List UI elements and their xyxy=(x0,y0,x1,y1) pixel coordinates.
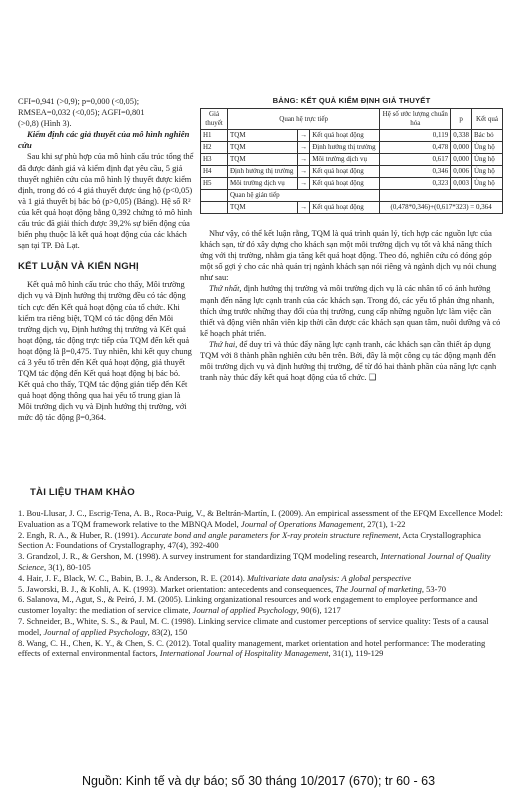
hypothesis-test-heading: Kiểm định các giả thuyết của mô hình nghiên cứu xyxy=(18,129,190,151)
arrow-right-icon: → xyxy=(297,178,309,190)
table-row-indirect-label xyxy=(201,190,503,202)
left-column xyxy=(18,96,194,424)
cell-coefficient: 0,346 xyxy=(380,166,451,178)
fit-indices-line-3: (>0,8) (Hình 3). xyxy=(18,119,72,129)
table-row-indirect xyxy=(201,202,503,214)
header-direct-relation: Quan hệ trực tiếp xyxy=(228,109,380,130)
reference-tail: , Acta Crystallographica Section A: Foundations of Crystallography, 47(4), 392-400 xyxy=(18,529,481,551)
cell-hypothesis: H2 xyxy=(201,142,228,154)
cell-to: Kết quả hoạt động xyxy=(310,178,380,190)
arrow-right-icon: → xyxy=(297,202,309,214)
reference-tail: , 3(1), 80-105 xyxy=(43,561,91,572)
cell-from: TQM xyxy=(228,130,298,142)
cell-hypothesis: H3 xyxy=(201,154,228,166)
cell-from: Định hướng thị trường xyxy=(228,166,298,178)
conclusion-paragraph: Kết quả mô hình cấu trúc cho thấy, Môi trường dịch vụ và Định hướng thị trường đều có tác động tích cực đến Kết quả hoạt động của tổ chức. Khi kiểm tra riêng biệt, TQM có tác động đến Môi trường dịch vụ, Định hướng thị trường và Kết quả hoạt động, tác động trực tiếp của TQM đến kết quả hoạt động là β=0,475. Tuy nhiên, khi kết quy chung cả 3 yếu tố trên đến Kết quả hoạt động, giả thuyết TQM tác động đến Kết quả hoạt động bị bác bỏ. Kết quả cho thấy, TQM tác động gián tiếp đến Kết quả hoạt động thông qua hai yếu tố trung gian là Môi trường dịch vụ và Định hướng thị trường, với mức độ tác động β=0,364. xyxy=(18,280,192,423)
reference-tail: , 27(1), 1-22 xyxy=(362,518,406,529)
fit-indices-line-1: CFI=0,941 (>0,9); p=0,000 (<0,05); xyxy=(18,97,140,106)
reference-item xyxy=(18,573,506,584)
reference-text: 2. Engh, R. A., & Huber, R. (1991). xyxy=(18,529,142,540)
reference-item xyxy=(18,616,506,638)
reference-title: Accurate bond and angle parameters for X-ray protein structure refinement xyxy=(141,529,399,540)
table-row xyxy=(201,166,503,178)
cell-p: 0,338 xyxy=(451,130,472,142)
cell-hypothesis: H5 xyxy=(201,178,228,190)
cell-coefficient: 0,119 xyxy=(380,130,451,142)
reference-title: Multivariate data analysis: A global perspective xyxy=(246,572,412,583)
conclusion-section-title: KẾT LUẬN VÀ KIẾN NGHỊ xyxy=(18,261,139,273)
reference-item xyxy=(18,584,506,595)
reference-tail: , 83(2), 150 xyxy=(147,626,188,637)
cell-p: 0,006 xyxy=(451,166,472,178)
cell-hypothesis: H4 xyxy=(201,166,228,178)
cell-from: Môi trường dịch vụ xyxy=(228,178,298,190)
first-body: định hướng thị trường và môi trường dịch vụ là các nhân tố có ảnh hưởng mạnh đến năng lực cạnh tranh của các khách sạn. Trong đó, các yếu tố phản ứng nhanh, thích ứng trước những thay đổi của thị trường, cung cấp những nguồn lực làm việc cần thiết và động viên nhân viên kịp thời cần được các khách sạn quan tâm, nuôi dưỡng và có kế hoạch phát triển. xyxy=(200,284,501,338)
cell-result: Bác bỏ xyxy=(472,130,503,142)
hypothesis-results-table xyxy=(200,108,503,214)
arrow-right-icon: → xyxy=(297,154,309,166)
reference-tail: , 90(6), 1217 xyxy=(296,605,341,616)
cell-coefficient: 0,478 xyxy=(380,142,451,154)
cell-p: 0,000 xyxy=(451,142,472,154)
arrow-right-icon: → xyxy=(297,166,309,178)
table-row xyxy=(201,130,503,142)
cell-from: TQM xyxy=(228,154,298,166)
cell-p: 0,000 xyxy=(451,154,472,166)
reference-item xyxy=(18,638,506,660)
cell-from: TQM xyxy=(228,142,298,154)
reference-item xyxy=(18,551,506,573)
arrow-right-icon: → xyxy=(297,142,309,154)
header-coefficient: Hệ số ước lượng chuẩn hóa xyxy=(380,109,451,130)
recommendations-text xyxy=(200,228,503,383)
reference-text: 5. Jaworski, B. J., & Kohli, A. K. (1993). Market orientation: antecedents and consequences, xyxy=(18,583,336,594)
reference-text: 6. Salanova, M., Agut, S., & Peiró, J. M. (2005). Linking organizational resources and work engagement to employee performance and customer loyalty: the mediation of service climate, xyxy=(18,594,478,616)
cell-to: Định hướng thị trường xyxy=(310,142,380,154)
cell-to: Kết quả hoạt động xyxy=(310,202,380,214)
second-body: để duy trì và thúc đẩy năng lực cạnh tranh, các khách sạn cần thiết áp dụng TQM với 8 thành phần nghiên cứu bên trên. Bởi, đây là một công cụ tác động mạnh đến môi trường dịch vụ và định hướng thị trường, để từ đó hai thành phần của năng lực cạnh tranh này thúc đẩy kết quả hoạt động của tổ chức. xyxy=(200,339,497,383)
reference-tail: , 53-70 xyxy=(421,583,447,594)
cell-hypothesis: H1 xyxy=(201,130,228,142)
table-row xyxy=(201,178,503,190)
reference-tail: , 31(1), 119-129 xyxy=(328,648,384,659)
header-result: Kết quả xyxy=(472,109,503,130)
cell-indirect-value: (0,478*0,346)+(0,617*323) = 0,364 xyxy=(380,202,503,214)
right-column xyxy=(200,96,503,383)
reference-text: 8. Wang, C. H., Chen, K. Y., & Chen, S. C. (2012). Total quality management, market orientation and hotel performance: The moderating effects of external environmental factors, xyxy=(18,637,486,659)
second-lead: Thứ hai, xyxy=(209,339,238,349)
cell-result: Ủng hộ xyxy=(472,178,503,190)
recommendation-first xyxy=(200,283,503,338)
reference-title: Journal of applied Psychology xyxy=(43,626,148,637)
reference-text: 3. Grandzol, J. R., & Gershon, M. (1998). A survey instrument for standardizing TQM modeling research, xyxy=(18,551,381,562)
table-row xyxy=(201,142,503,154)
reference-item xyxy=(18,508,506,530)
reference-item xyxy=(18,594,506,616)
cell-indirect-label: Quan hệ gián tiếp xyxy=(228,190,380,202)
recommendation-second xyxy=(200,339,503,383)
reference-title: International Journal of Hospitality Management xyxy=(159,648,329,659)
fit-indices-line-2: RMSEA=0,032 (<0,05); AGFI=0,801 xyxy=(18,108,145,118)
table-header-row xyxy=(201,109,503,130)
source-footer: Nguồn: Kinh tế và dự báo; số 30 tháng 10/2017 (670); tr 60 - 63 xyxy=(81,774,436,788)
cell-result: Ủng hộ xyxy=(472,154,503,166)
reference-text: 1. Bou-Llusar, J. C., Escrig-Tena, A. B., Roca-Puig, V., & Beltrán-Martín, I. (2009). An empirical assessment of the EFQM Excellence Model: Evaluation as a TQM framework relative to the MBNQA Model, xyxy=(18,508,503,529)
recommendation-intro: Như vậy, có thể kết luận rằng, TQM là quá trình quản lý, tích hợp các nguồn lực của khách sạn, từ đó xây dựng cho khách sạn một môi trường dịch vụ tốt và khả năng thích ứng với thị trường, nhằm gia tăng kết quả hoạt động. Theo đó, nghiên cứu có đóng góp một số gợi ý cho các nhà quản trị ngành khách sạn nói riêng và ngành dịch vụ nói chung như sau: xyxy=(200,229,497,283)
reference-title: The Journal of marketing xyxy=(335,583,422,594)
cell-coefficient: 0,323 xyxy=(380,178,451,190)
cell-from: TQM xyxy=(228,202,298,214)
cell-to: Kết quả hoạt động xyxy=(310,166,380,178)
reference-text: 7. Schneider, B., White, S. S., & Paul, M. C. (1998). Linking service climate and customer perceptions of service quality: Tests of a causal model, xyxy=(18,615,489,637)
reference-title: International Journal of Quality Science xyxy=(18,551,491,572)
header-p: p xyxy=(451,109,472,130)
reference-text: 4. Hair, J. F., Black, W. C., Babin, B. J., & Anderson, R. E. (2014). xyxy=(18,572,247,583)
cell-coefficient: 0,617 xyxy=(380,154,451,166)
reference-title: Journal of Operations Management xyxy=(240,518,363,529)
arrow-right-icon: → xyxy=(297,130,309,142)
reference-item xyxy=(18,530,506,552)
first-lead: Thứ nhất, xyxy=(209,284,242,294)
cell-p: 0,003 xyxy=(451,178,472,190)
cell-result: Ủng hộ xyxy=(472,166,503,178)
hypothesis-test-paragraph: Sau khi sự phù hợp của mô hình cấu trúc tổng thể đã được đánh giá và kiểm định đạt yêu cầu, 5 giả thuyết nghiên cứu của mô hình lý thuyết được kiểm định, trong đó có 4 giả thuyết được ủng hộ (p<0,05) và 1 giả thuyết bị bác bỏ (p>0,05) (Bảng). Hệ số R² của kết quả hoạt động bằng 0,392 chứng tỏ mô hình cấu trúc đã giải thích được 39,2% sự biến động của biến phụ thuộc là kết quả hoạt động của các khách sạn tại TP. Đà Lạt. xyxy=(18,152,194,251)
table-row xyxy=(201,154,503,166)
header-hypothesis: Giả thuyết xyxy=(201,109,228,130)
references-title: TÀI LIỆU THAM KHẢO xyxy=(30,487,135,498)
cell-to: Kết quả hoạt động xyxy=(310,130,380,142)
cell-to: Môi trường dịch vụ xyxy=(310,154,380,166)
references-section xyxy=(18,487,506,659)
references-list xyxy=(18,508,506,659)
table-title: BẢNG: KẾT QUẢ KIỂM ĐỊNH GIẢ THUYẾT xyxy=(272,96,431,105)
reference-title: Journal of applied Psychology xyxy=(192,605,297,616)
cell-result: Ủng hộ xyxy=(472,142,503,154)
end-mark-icon: ❑ xyxy=(368,373,377,383)
